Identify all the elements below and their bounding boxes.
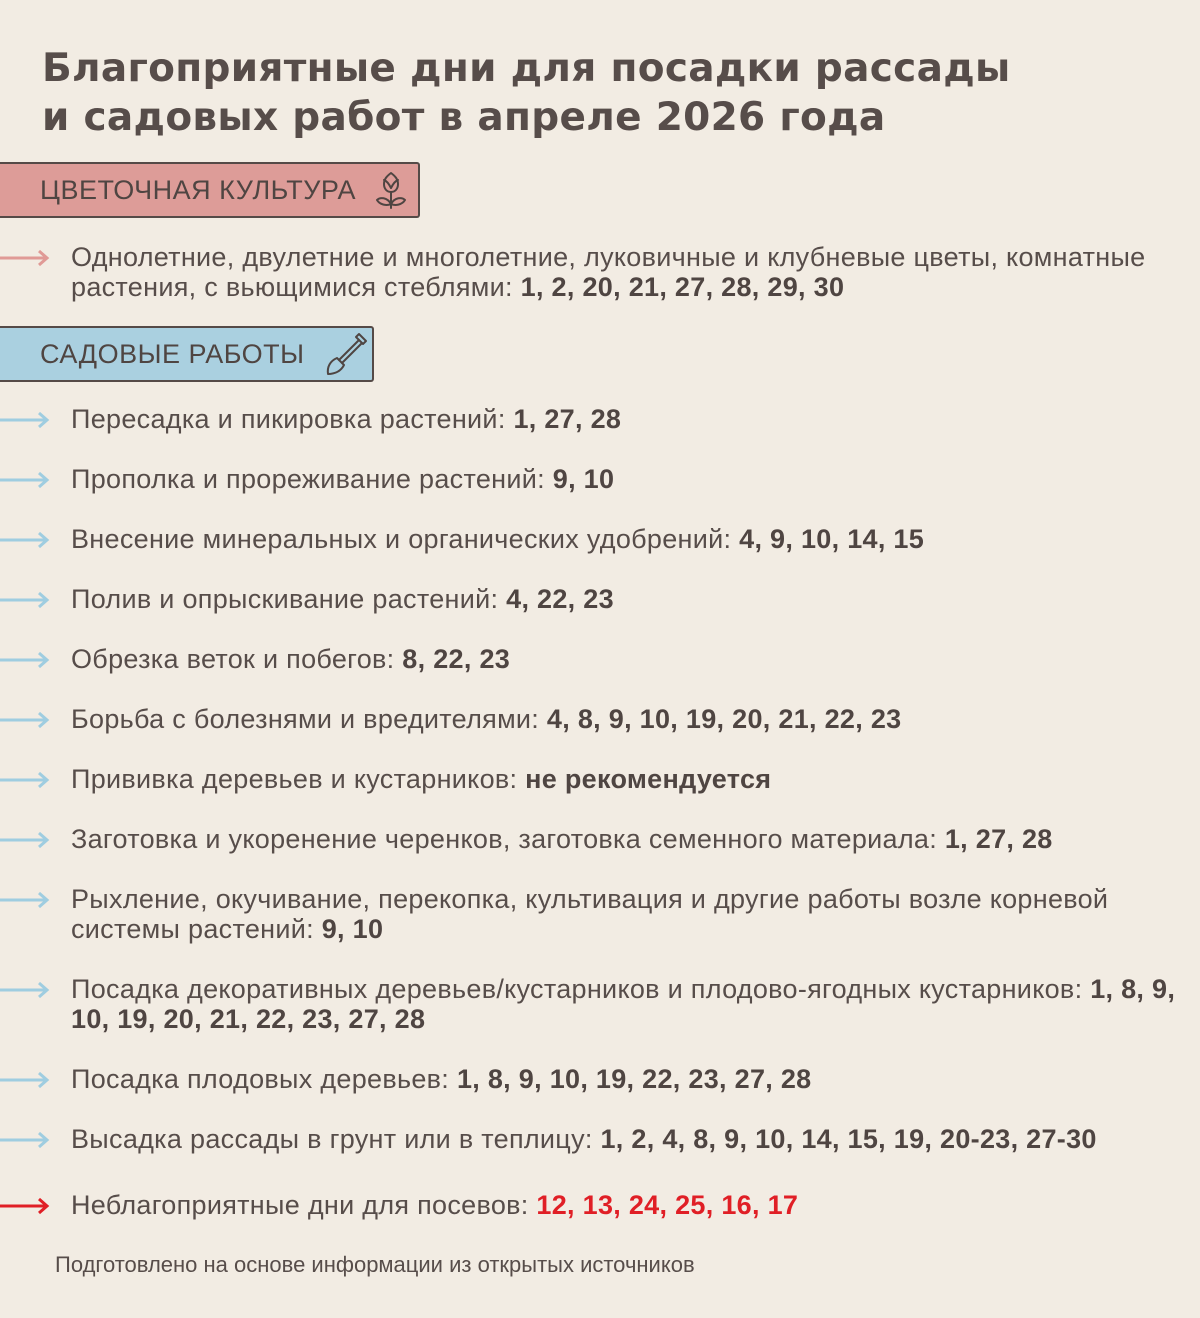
garden-list-item [0, 824, 1180, 854]
arrow-right-icon [0, 1196, 52, 1216]
item-text: Однолетние, двулетние и многолетние, луковичные и клубневые цветы, комнатные растения, с вьющимися стеблями: [71, 242, 1146, 302]
tulip-icon [374, 170, 408, 210]
arrow-right-icon [0, 410, 52, 430]
item-days: 4, 22, 23 [506, 584, 614, 614]
arrow-right-icon [0, 830, 52, 850]
unfavorable-days-item [0, 1190, 1180, 1220]
item-text: Внесение минеральных и органических удобрений: [71, 524, 732, 554]
title-line-2: и садовых работ в апреле 2026 года [42, 95, 886, 140]
arrow-right-icon [0, 1070, 52, 1090]
garden-works-badge [0, 326, 374, 382]
garden-list-item [0, 404, 1180, 434]
garden-list-item [0, 584, 1180, 614]
arrow-right-icon [0, 890, 52, 910]
arrow-right-icon [0, 248, 52, 268]
item-days: 1, 2, 20, 21, 27, 28, 29, 30 [520, 272, 845, 302]
item-days: 9, 10 [552, 464, 615, 494]
flower-culture-label: ЦВЕТОЧНАЯ КУЛЬТУРА [40, 174, 357, 205]
item-text: Высадка рассады в грунт или в теплицу: [71, 1124, 593, 1154]
garden-list-item [0, 974, 1180, 1034]
garden-list-item [0, 524, 1180, 554]
arrow-right-icon [0, 470, 52, 490]
arrow-right-icon [0, 710, 52, 730]
garden-list-item [0, 884, 1180, 944]
item-days: 1, 2, 4, 8, 9, 10, 14, 15, 19, 20-23, 27-30 [600, 1124, 1097, 1154]
item-text: Рыхление, окучивание, перекопка, культивация и другие работы возле корневой системы растений: [71, 884, 1109, 944]
item-text: Пересадка и пикировка растений: [71, 404, 506, 434]
item-text: Заготовка и укоренение черенков, заготовка семенного материала: [71, 824, 938, 854]
page-title [42, 44, 1162, 142]
title-line-1: Благоприятные дни для посадки рассады [42, 46, 1011, 91]
garden-list-item [0, 1124, 1180, 1154]
arrow-right-icon [0, 980, 52, 1000]
item-days: 8, 22, 23 [402, 644, 511, 674]
flower-list-item [0, 242, 1180, 302]
garden-list-item [0, 1064, 1180, 1094]
arrow-right-icon [0, 530, 52, 550]
item-days: 4, 9, 10, 14, 15 [739, 524, 925, 554]
garden-list-item [0, 644, 1180, 674]
item-days: 1, 27, 28 [513, 404, 622, 434]
garden-list-item [0, 464, 1180, 494]
arrow-right-icon [0, 770, 52, 790]
arrow-right-icon [0, 650, 52, 670]
garden-list-item [0, 764, 1180, 794]
unfavorable-days: 12, 13, 24, 25, 16, 17 [536, 1190, 799, 1220]
item-text: Прививка деревьев и кустарников: [71, 764, 518, 794]
item-days: 9, 10 [321, 914, 384, 944]
arrow-right-icon [0, 590, 52, 610]
item-text: Обрезка веток и побегов: [71, 644, 395, 674]
item-text: Посадка декоративных деревьев/кустарников и плодово-ягодных кустарников: [71, 974, 1083, 1004]
garden-works-label: САДОВЫЕ РАБОТЫ [40, 338, 305, 369]
flower-culture-badge [0, 162, 420, 218]
arrow-right-icon [0, 1130, 52, 1150]
item-text: Полив и опрыскивание растений: [71, 584, 499, 614]
item-text: Прополка и прореживание растений: [71, 464, 545, 494]
item-days: 1, 27, 28 [944, 824, 1053, 854]
item-days: 1, 8, 9, 10, 19, 22, 23, 27, 28 [456, 1064, 812, 1094]
item-days: 1, 8, 9, 10, 19, 20, 21, 22, 23, 27, 28 [71, 974, 1176, 1034]
garden-list-item [0, 704, 1180, 734]
item-days: не рекомендуется [525, 764, 772, 794]
source-note: Подготовлено на основе информации из открытых источников [55, 1252, 695, 1277]
shovel-icon [323, 331, 369, 377]
unfavorable-text: Неблагоприятные дни для посевов: [71, 1190, 529, 1220]
item-text: Борьба с болезнями и вредителями: [71, 704, 540, 734]
item-text: Посадка плодовых деревьев: [71, 1064, 450, 1094]
item-days: 4, 8, 9, 10, 19, 20, 21, 22, 23 [546, 704, 902, 734]
